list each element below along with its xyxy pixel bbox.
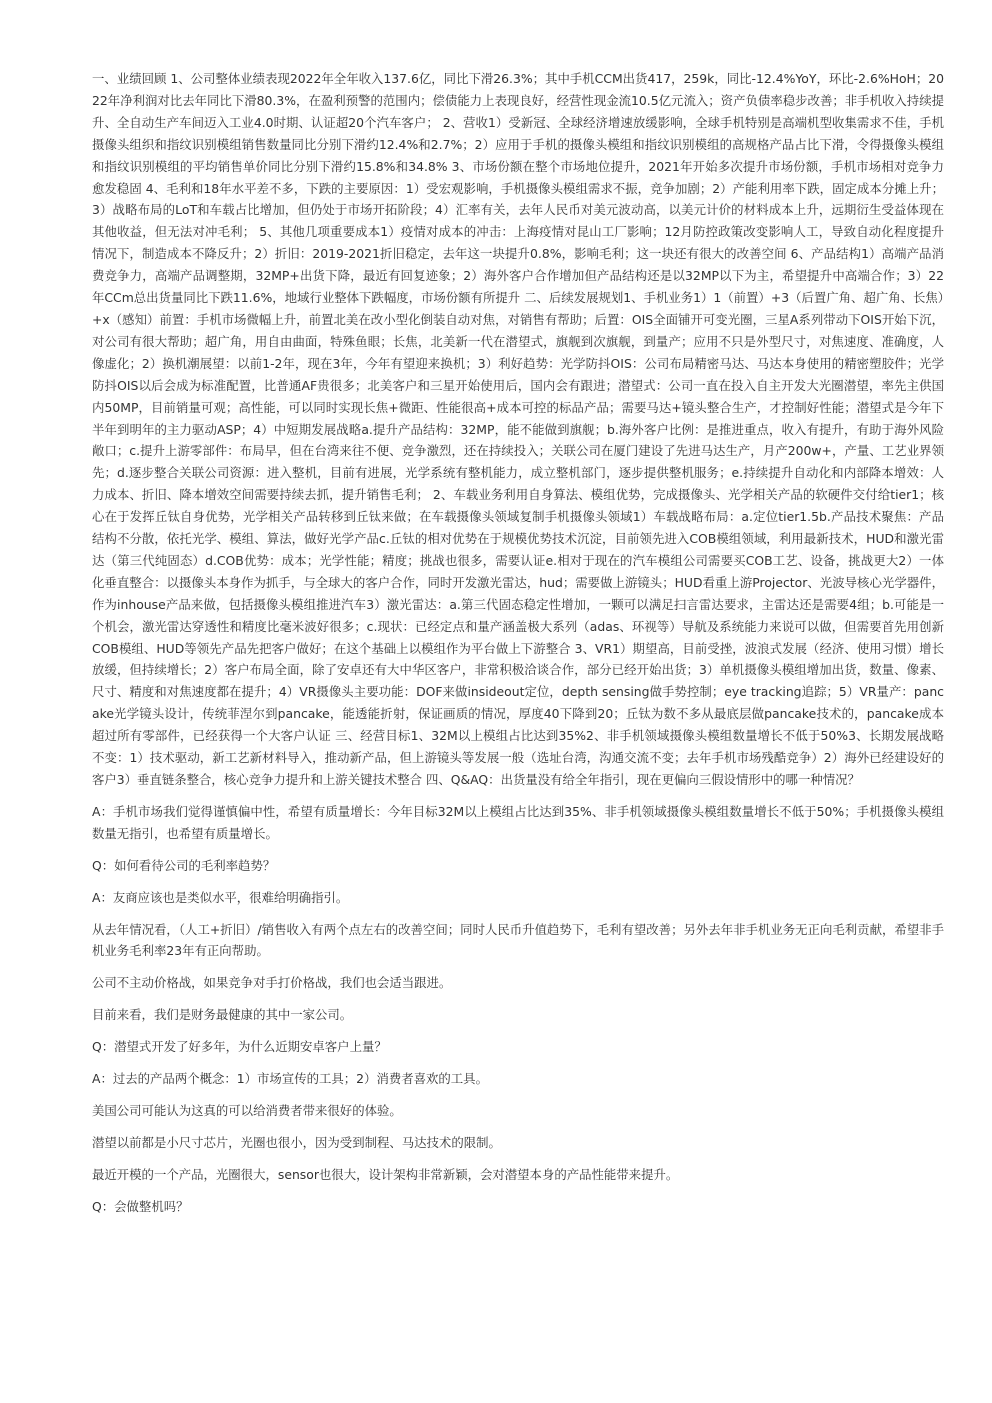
answer-paragraph: 目前来看，我们是财务最健康的其中一家公司。: [92, 1007, 353, 1023]
answer-paragraph: 公司不主动价格战，如果竞争对手打价格战，我们也会适当跟进。: [92, 975, 452, 991]
summary-paragraph: 一、业绩回顾 1、公司整体业绩表现2022年全年收入137.6亿，同比下滑26.3%；其中手机CCM出货417，259k，同比-12.4%YoY，环比-2.6%HoH；2022年净利润对比去年同比下滑80.3%，在盈利预警的范围内；偿债能力上表现良好，经营性现金流10.5亿元流入；资产负债率稳步改善；非手机收入持续提升、全自动生产车间迈入工业4.0时期、认证超20个汽车客户； 2、营收1）受新冠、全球经济增速放缓影响，全球手机特别是高端机型收集需求不佳，手机摄像头组织和指纹识别模组销售数量同比分别下滑约12.4%和2.7%；2）应用于手机的摄像头模组和指纹识别模组的高规格产品占比下滑，令得摄像头模组和指纹识别模组的平均销售单价同比分别下滑约15.8%和34.8% 3、市场份额在整个市场地位提升，2021年开始多次提升市场份额，手机市场相对竞争力愈发稳固 4、毛利和18年水平差不多，下跌的主要原因：1）受宏观影响，手机摄像头模组需求不振，竞争加剧；2）产能利用率下跌，固定成本分摊上升；3）战略布局的LoT和车载占比增加，但仍处于市场开拓阶段；4）汇率有关，去年人民币对美元波动高，以美元计价的材料成本上升，远期衍生受益体现在其他收益，但无法对冲毛利； 5、其他几项重要成本1）疫情对成本的冲击：上海疫情对昆山工厂影响；12月防控政策改变影响人工，导致自动化程度提升情况下，制造成本不降反升；2）折旧：2019-2021折旧稳定，去年这一块提升0.8%，影响毛利；这一块还有很大的改善空间 6、产品结构1）高端产品消费竞争力，高端产品调整期，32MP+出货下降，最近有回复迹象；2）海外客户合作增加但产品结构还是以32MP以下为主，希望提升中高端合作；3）22年CCm总出货量同比下跌11.6%，地域行业整体下跌幅度，市场份额有所提升 二、后续发展规划1、手机业务1）1（前置）+3（后置广角、超广角、长焦）+x（感知）前置：手机市场微幅上升，前置北美在改小型化倒装自动对焦，对销售有帮助；后置：OIS全面铺开可变光圈，三星A系列带动下OIS开始下沉，对公司有很大帮助；超广角，用自由曲面，特殊鱼眼；长焦，北美新一代在潜望式，旗舰到次旗舰，到量产；应用不只是外型尺寸，对焦速度、准确度，人像虚化；2）换机潮展望：以前1-2年，现在3年，今年有望迎来换机；3）利好趋势：光学防抖OIS：公司布局精密马达、马达本身使用的精密塑胶件；光学防抖OIS以后会成为标准配置，比普通AF贵很多；北美客户和三星开始使用后，国内会有跟进；潜望式：公司一直在投入自主开发大光圈潜望，率先主供国内50MP，目前销量可观；高性能，可以同时实现长焦+微距、性能很高+成本可控的标品产品；需要马达+镜头整合生产，才控制好性能；潜望式是今年下半年到明年的主力驱动ASP；4）中短期发展战略a.提升产品结构：32MP，能不能做到旗舰；b.海外客户比例：是推进重点，收入有提升，有助于海外风险敞口；c.提升上游零部件：布局早，但在台湾来往不便、竞争激烈，还在持续投入；关联公司在厦门建设了先进马达生产，月产200w+，产量、工艺业界领先；d.逐步整合关联公司资源：进入整机，目前有进展，光学系统有整机能力，成立整机部门，逐步提供整机服务；e.持续提升自动化和内部降本增效：人力成本、折旧、降本增效空间需要持续去抓，提升销售毛利； 2、车载业务利用自身算法、模组优势，完成摄像头、光学相关产品的软硬件交付给tier1；核心在于发挥丘钛自身优势，光学相关产品转移到丘钛来做；在车载摄像头领域复制手机摄像头领域1）车载战略布局：a.定位tier1.5b.产品技术聚焦：产品结构不分散，依托光学、模组、算法，做好光学产品c.丘钛的相对优势在于规模优势技术沉淀，目前领先进入COB模组领域，利用最新技术，HUD和激光雷达（第三代纯固态）d.COB优势：成本；光学性能；精度；挑战也很多，需要认证e.相对于现在的汽车模组公司需要买COB工艺、设备，挑战更大2）一体化垂直整合：以摄像头本身作为抓手，与全球大的客户合作，同时开发激光雷达，hud；需要做上游镜头；HUD看重上游Projector、光波导核心光学器件，作为inhouse产品来做，包括摄像头模组推进汽车3）激光雷达：a.第三代固态稳定性增加，一颗可以满足扫言雷达要求，主雷达还是需要4组；b.可能是一个机会，激光雷达穿透性和精度比毫米波好很多；c.现状：已经定点和量产涵盖极大系列（adas、环视等）导航及系统能力来说可以做，但需要首先用创新COB模组、HUD等领先产品先把客户做好；在这个基础上以模组作为平台做上下游整合 3、VR1）期望高，目前受挫，波浪式发展（经济、使用习惯）增长放缓，但持续增长；2）客户布局全面，除了安卓还有大中华区客户，非常积极洽谈合作，部分已经开始出货；3）单机摄像头模组增加出货，数量、像素、尺寸、精度和对焦速度都在提升；4）VR摄像头主要功能：DOF来做insideout定位，depth sensing做手势控制；eye tracking追踪；5）VR量产：pancake光学镜头设计，传统菲涅尔到pancake，能透能折射，保证画质的情况，厚度40下降到20；丘钛为数不多从最底层做pancake技术的，pancake成本超过所有零部件，已经获得一个大客户认证 三、经营目标1、32M以上模组占比达到35%2、非手机领域摄像头模组数量增长不低于50%3、长期发展战略不变：1）技术驱动，新工艺新材料导入，推动新产品，但上游镜头等发展一般（选址台湾，沟通交流不变；去年手机市场残酷竞争）2）海外已经建设好的客户3）垂直链条整合，核心竞争力提升和上游关键技术整合 四、Q&AQ：出货量没有给全年指引，现在更偏向三假设情形中的哪一种情况？: [92, 71, 944, 787]
answer-paragraph: 潜望以前都是小尺寸芯片，光圈也很小，因为受到制程、马达技术的限制。: [92, 1134, 501, 1150]
answer-paragraph: A：手机市场我们觉得谨慎偏中性，希望有质量增长：今年目标32M以上模组占比达到35%、非手机领域摄像头模组数量增长不低于50%；手机摄像头模组数量无指引，也希望有质量增长。: [92, 803, 944, 841]
question-paragraph: Q：潜望式开发了好多年，为什么近期安卓客户上量？: [92, 1039, 387, 1055]
question-paragraph: Q：如何看待公司的毛利率趋势？: [92, 857, 276, 873]
answer-paragraph: 美国公司可能认为这真的可以给消费者带来很好的体验。: [92, 1102, 402, 1118]
answer-paragraph: 最近开模的一个产品，光圈很大，sensor也很大，设计架构非常新颖，会对潜望本身的产品性能带来提升。: [92, 1166, 679, 1182]
answer-paragraph: A：友商应该也是类似水平，很难给明确指引。: [92, 889, 349, 905]
document-body: [92, 68, 944, 1228]
answer-paragraph: 从去年情况看，（人工+折旧）/销售收入有两个点左右的改善空间；同时人民币升值趋势下，毛利有望改善；另外去年非手机业务无正向毛利贡献，希望非手机业务毛利率23年有正向帮助。: [92, 921, 944, 959]
answer-paragraph: A：过去的产品两个概念：1）市场宣传的工具；2）消费者喜欢的工具。: [92, 1071, 488, 1087]
question-paragraph: Q：会做整机吗？: [92, 1198, 189, 1214]
